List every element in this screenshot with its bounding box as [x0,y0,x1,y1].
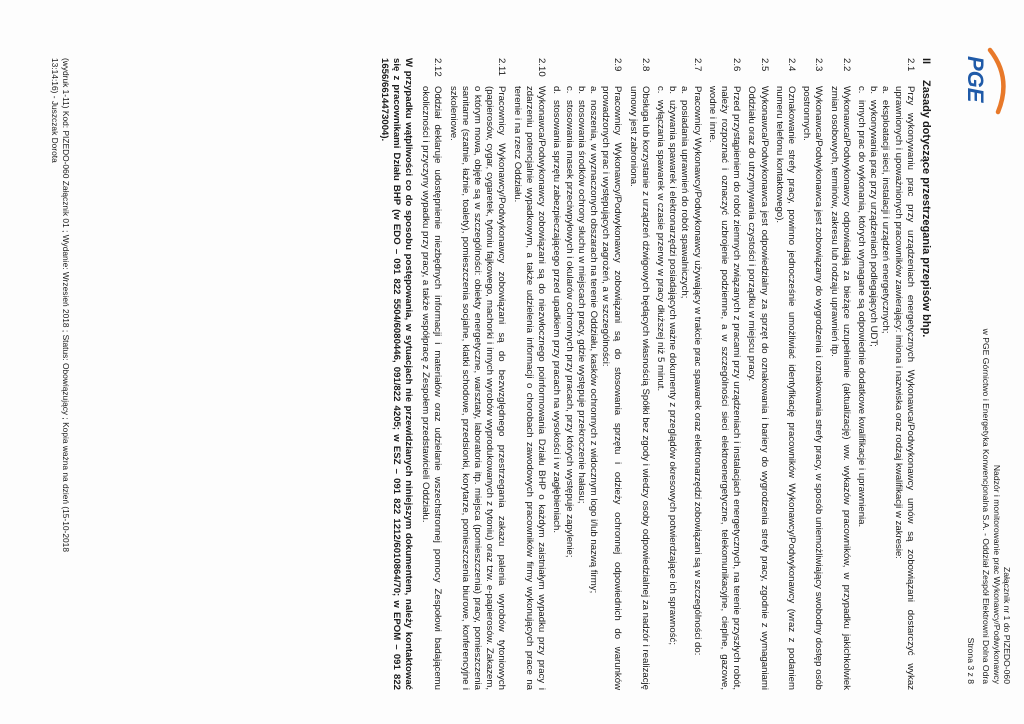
rule-number: 2.5 [758,58,770,72]
rule-item [419,58,443,690]
rule-item [446,58,507,690]
rule-item [626,58,650,690]
subitem-letter: c. [855,86,867,94]
rule-item [654,58,703,690]
rule-number: 2.6 [731,58,743,72]
document-body [377,58,932,690]
rule-item [855,58,916,690]
header-line-1: Załącznik nr 1 do PIZEDO-060 [1002,566,1012,684]
subitem-text: stosowania masek przeciwpyłowych i okularów ochronnych przy pracach, przy których występuje zapylenie; [563,100,575,558]
subitem-text: eksploatacji sieci, instalacji i urządzeń energetycznych; [880,100,892,334]
rule-text: Wykonawca/Podwykonawca jest odpowiedzialny za sprzęt do oznakowania i bariery do wygrodzenia strefy pracy, zgodnie z wymaganiami Oddziału oraz do utrzymywania czystości i porządku w miejscu pracy. [746,86,770,690]
rule-subitem [678,86,690,690]
rule-subitem [575,86,587,690]
rule-body [855,86,916,690]
rule-number: 2.8 [639,58,651,72]
subitem-letter: b. [575,86,587,95]
rule-text: Oznakowanie strefy pracy, powinno jednocześnie umożliwiać identyfikację pracowników Wykonawcy/Podwykonawcy (wraz z podaniem numeru telefonu kontaktowego). [773,86,797,690]
rule-subitem [587,86,599,690]
rule-number: 2.10 [536,58,548,77]
logo-swoosh [990,50,1003,112]
rule-item [706,58,743,690]
final-paragraph: W przypadku wątpliwości co do sposobu postępowania, w sytuacjach nie przewidzianych niniejszym dokumentem, należy kontaktować się z pracownikami Działu BHP (w EDO – 091 822 5504/6080446, 091/822 4205; w ESZ – 091 822 1212/6010864/70; w EPOM – 091 822 1656/6614473004). [378,58,415,690]
rule-body [745,86,769,690]
rule-subitem [867,86,879,690]
rule-number: 2.7 [691,58,703,72]
rule-text: Obsługa lub korzystanie z urządzeń dźwigowych będących własnością Spółki bez zgody i wiedzy osoby odpowiedzialnej za nadzór i realizację umowy jest zabroniona. [627,86,651,690]
subitem-letter: a. [880,86,892,95]
subitem-letter: c. [654,86,666,94]
rule-item [827,58,851,690]
page-number: Strona 3 z 8 [965,637,976,684]
subitem-text: stosowania sprzętu zabezpieczającego przed upadkiem przy pracach na wysokości i w zagłębieniach. [551,100,563,534]
rule-text: Pracownicy Wykonawcy/Podwykonawcy zobowiązani są do stosowania sprzętu i odzieży ochronnej odpowiednich do warunków prowadzonych prac i występujących zagrożeń, a w szczególności: [600,86,624,690]
section-number: II [920,58,932,65]
subitem-text: posiadania uprawnień do robót spawalniczych; [679,100,691,299]
footer-line-2: 13:14:16) - Juszczak Dorota [50,58,61,163]
rule-item [745,58,769,690]
rule-body [446,86,507,690]
rules-list [419,58,916,690]
rule-item [550,58,623,690]
rule-subitem [879,86,891,690]
subitem-text: innych prac do wykonania, których wymagane są odpowiednie dodatkowe kwalifikacje i uprawnienia. [855,100,867,528]
subitem-text: używania spawarek i elektronarzędzi posiadających ważne dokumenty z przeglądów okresowych potwierdzające ich sprawność; [667,100,679,645]
logo-text: PGE [963,56,988,103]
rule-item [800,58,824,690]
rule-subitem [550,86,562,690]
rule-number: 2.2 [840,58,852,72]
rule-number: 2.1 [904,58,916,72]
rule-text: Pracownicy Wykonawcy/Podwykonawcy zobowiązani są do bezwzględnego przestrzegania zakazu palenia wyrobów tytoniowych (papierosów, cygar, cygaretek, tytoniu fajkowego, machorki i innych wyrobów wyprodukowanych z tytoniu) oraz tzw. e-papierosów. Zakazem, o którym mowa, objęte są w szczególności: obiekty energetyczne, warsztaty, laboratoria itp. miejsca (pomieszczenia) pracy, pomieszczenia sanitarne (szatnie, łaźnie, toalety), pomieszczenia socjalne, klatki schodowe, przedsionki, korytarze, pomieszczenia biurowe, konferencyjne i szkoleniowe. [447,86,508,690]
subitem-letter: a. [679,86,691,95]
subitem-letter: b. [667,86,679,95]
subitem-letter: d. [551,86,563,95]
rule-body [654,86,703,690]
rule-subitem [562,86,574,690]
page-header [965,264,1012,684]
rule-number: 2.12 [432,58,444,77]
subitem-text: stosowania środków ochrony słuchu w miejscach pracy, gdzie występuje przekroczenie hałasu; [575,100,587,504]
rule-body [827,86,851,690]
rule-body [419,86,443,690]
rule-subitem [855,86,867,690]
header-line-3: w PGE Górnictwo i Energetyka Konwencjonalna S.A. - Oddział Zespół Elektrowni Dolna Odra [981,328,992,684]
subitem-text: wyłączania spawarek w czasie przerwy w pracy dłuższej niż 5 minut. [654,100,666,392]
pge-logo [962,44,1008,122]
rule-number: 2.9 [612,58,624,72]
rule-body [800,86,824,690]
rule-text: Oddział deklaruje udostępnienie niezbędnych informacji i materiałów oraz udzielanie wszechstronnej pomocy Zespołowi badającemu okoliczności i przyczyny wypadku przy pracy, a także współpracę z Zespołem przedstawicieli Oddziału. [420,86,444,690]
rule-number: 2.3 [813,58,825,72]
section-heading [920,58,932,690]
footer-line-1: (wydruk 1-11) Kod: PIZEDO-060 Załącznik 01 ; Wydanie: Wrzesień 2018 ; Status: Obowiązujący ; Kopia ważna na dzień (15-10-2018 [60,58,71,552]
rule-subitem [666,86,678,690]
rule-item [773,58,797,690]
rule-number: 2.11 [496,58,508,76]
rule-body [773,86,797,690]
subitem-text: wykonywania prac przy urządzeniach podlegających UDT; [868,100,880,347]
rule-body [550,86,623,690]
subitem-letter: a. [587,86,599,95]
rule-text: Przy wykonywaniu prac przy urządzeniach energetycznych Wykonawca/Podwykonawcy umów są zobowiązani dostarczyć wykaz uprawnionych i upoważnionych pracowników zawierający: imiona i nazwiska oraz rodzaj kwalifikacji w zakresie: [892,86,916,690]
rule-text: Wykonawca/Podwykonawca jest zobowiązany do wygrodzenia i oznakowania strefy pracy, w sposób uniemożliwiający swobodny dostęp osób postronnych. [801,86,825,690]
rule-text: Wykonawca/Podwykonawcy zobowiązani są do niezwłocznego poinformowania Działu BHP o każdym zaistniałym wypadku przy pracy i zdarzeniu potencjalnie wypadkowym, a także udzielenia informacji o chorobach zawodowych pracowników firmy wykonujących prace na terenie i na rzecz Oddziału. [511,86,548,690]
rule-text: Wykonawca/Podwykonawcy odpowiadają za bieżące uzupełnianie (aktualizację) ww. wykazów pracowników, w przypadku jakichkolwiek zmian osobowych, terminów, zakresu lub rodzaju uprawnień itp. [828,86,852,690]
rule-text: Przed przystąpieniem do robót ziemnych związanych z pracami przy urządzeniach i instalacjach energetycznych, na terenie przyszłych robót, należy rozpoznać i oznaczyć uzbrojenie podziemne, a w szczególności sieci elektroenergetyczne, telekomunikacyjne, cieplne, gazowe, wodne i inne. [706,86,743,690]
rule-body [706,86,743,690]
subitem-letter: b. [868,86,880,95]
rule-text: Pracownicy Wykonawcy/Podwykonawcy używający w trakcie prac spawarek oraz elektronarzędzi zobowiązani są w szczególności do: [691,86,703,656]
subitem-letter: c. [563,86,575,94]
header-line-2: Nadzór i monitorowanie prac Wykonawcy/Podwykonawcy [991,464,1002,684]
rule-subitem [654,86,666,690]
rule-body [626,86,650,690]
rule-body [511,86,548,690]
section-title: Zasady dotyczące przestrzegania przepisów bhp. [920,80,932,338]
rule-item [511,58,548,690]
rule-number: 2.4 [785,58,797,72]
subitem-text: noszenia, w wyznaczonych obszarach na terenie Oddziału, kasków ochronnych z widocznym logo i/lub nazwą firmy; [587,100,599,594]
page-footer [50,58,71,684]
